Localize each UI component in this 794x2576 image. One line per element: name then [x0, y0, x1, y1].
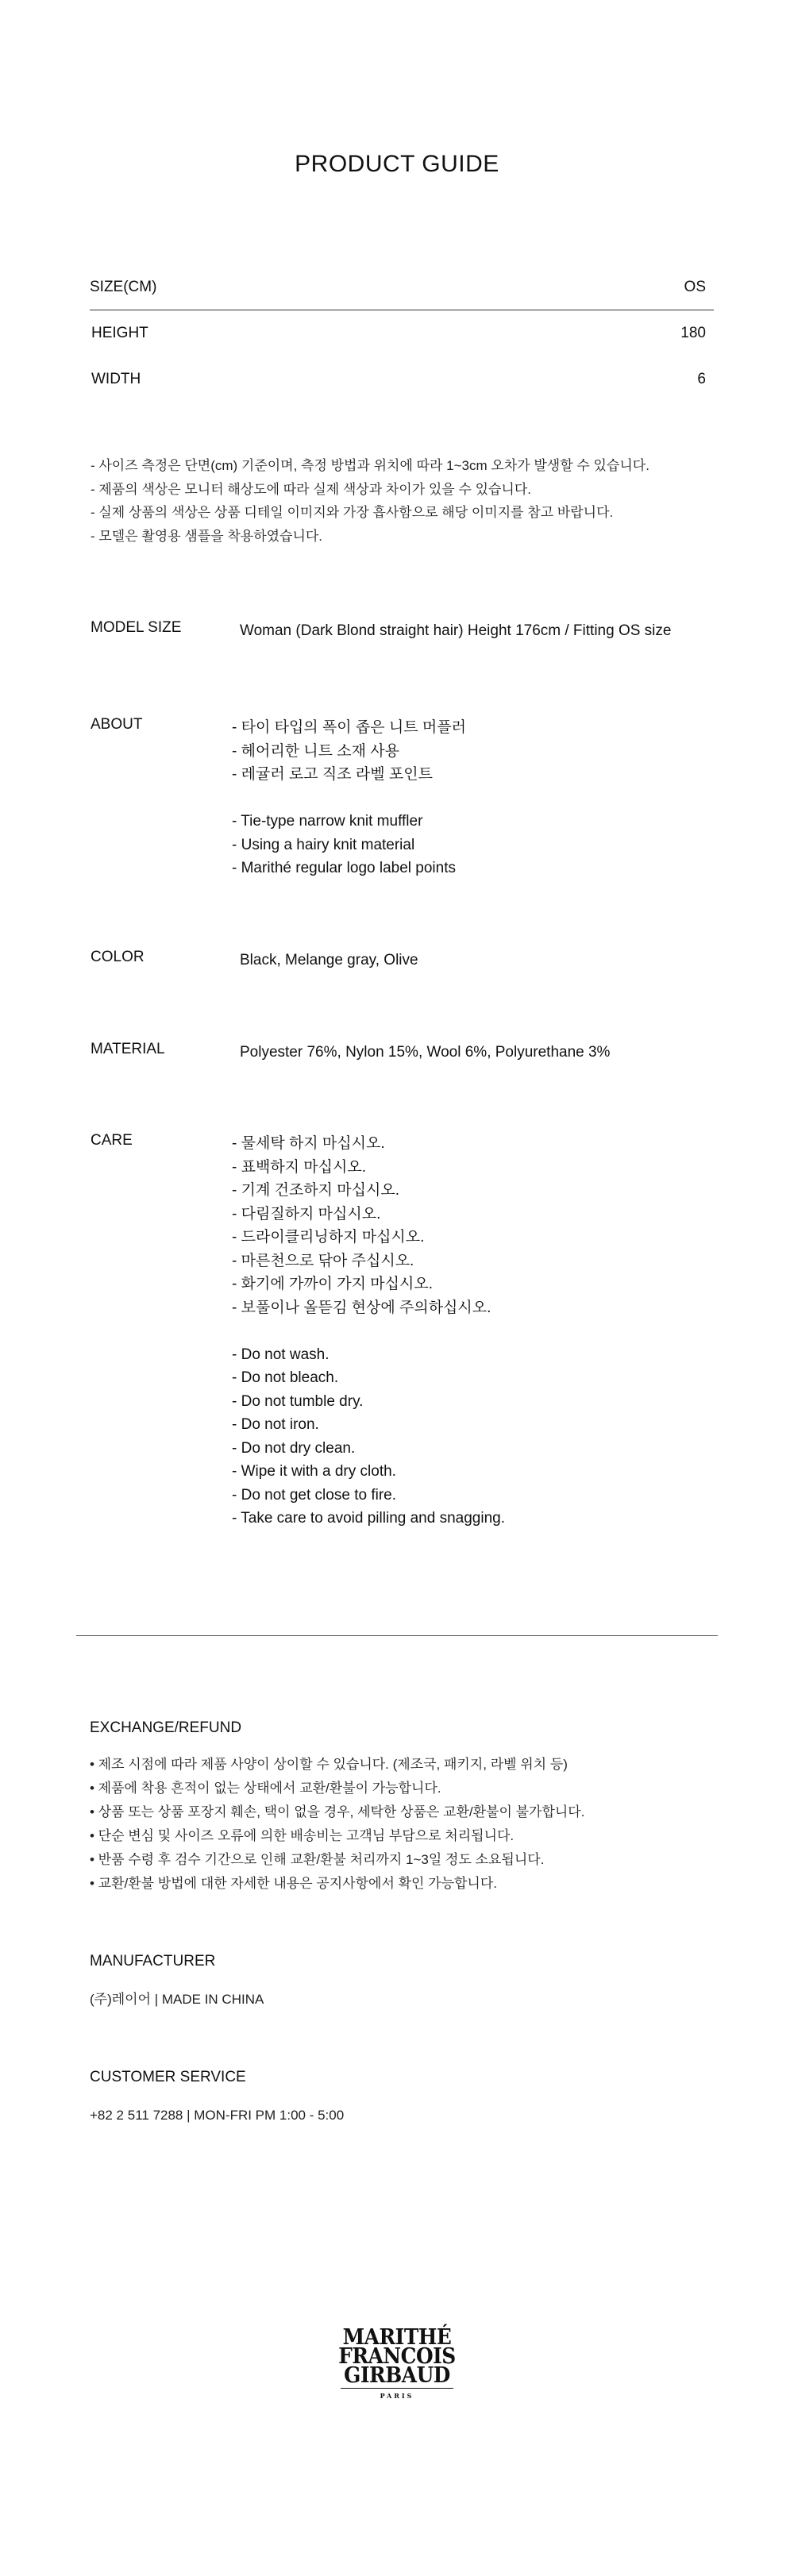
size-row-value: 6: [697, 371, 706, 387]
about-line: [232, 787, 466, 811]
exchange-heading: EXCHANGE/REFUND: [90, 1719, 242, 1736]
care-line: - Do not get close to fire.: [232, 1486, 396, 1504]
color-value: Black, Melange gray, Olive: [240, 952, 418, 968]
care-line: - 기계 건조하지 마십시오.: [232, 1182, 399, 1199]
size-notes: [91, 454, 726, 548]
size-table: [90, 276, 714, 402]
care-lines: [232, 1132, 505, 1531]
exchange-line: • 제조 시점에 따라 제품 사양이 상이할 수 있습니다. (제조국, 패키지, 라벨 위치 등): [90, 1757, 568, 1772]
note-line: - 실제 상품의 색상은 상품 디테일 이미지와 가장 흡사함으로 해당 이미지를 참고 바랍니다.: [91, 505, 614, 520]
about-lines: [232, 716, 466, 880]
size-row-value: 180: [680, 325, 706, 341]
customer-service-value: +82 2 511 7288 | MON-FRI PM 1:00 - 5:00: [90, 2108, 345, 2123]
exchange-line: • 교환/환불 방법에 대한 자세한 내용은 공지사항에서 확인 가능합니다.: [90, 1876, 497, 1891]
material-label: MATERIAL: [91, 1041, 165, 1057]
table-row: [90, 356, 714, 402]
care-line: - Wipe it with a dry cloth.: [232, 1463, 396, 1480]
exchange-line: • 제품에 착용 흔적이 없는 상태에서 교환/환불이 가능합니다.: [90, 1781, 441, 1796]
exchange-refund-section: [90, 1719, 749, 1896]
care-line: - 보풀이나 올뜯김 현상에 주의하십시오.: [232, 1299, 491, 1316]
customer-service-heading: CUSTOMER SERVICE: [90, 2069, 246, 2085]
size-row-label: WIDTH: [91, 371, 141, 387]
color-label: COLOR: [91, 949, 145, 965]
about-line: - Marithé regular logo label points: [232, 860, 456, 876]
care-line: - Do not bleach.: [232, 1369, 339, 1386]
exchange-line: • 반품 수령 후 검수 기간으로 인해 교환/환불 처리까지 1~3일 정도 소요됩니다.: [90, 1852, 545, 1867]
manufacturer-section: [90, 1953, 749, 2012]
logo-line-francois: FRANCOIS: [338, 2344, 456, 2369]
logo-line-paris: PARIS: [380, 2392, 414, 2400]
note-line: - 제품의 색상은 모니터 해상도에 따라 실제 색상과 차이가 있을 수 있습니다.: [91, 481, 531, 497]
exchange-lines: [90, 1753, 749, 1896]
care-line: [232, 1319, 505, 1343]
care-line: - 다림질하지 마십시오.: [232, 1205, 381, 1223]
customer-service-section: [90, 2069, 749, 2127]
about-line: - 레귤러 로고 직조 라벨 포인트: [232, 766, 433, 783]
note-line: - 사이즈 측정은 단면(cm) 기준이며, 측정 방법과 위치에 따라 1~3cm 오차가 발생할 수 있습니다.: [91, 458, 649, 473]
care-line: - 표백하지 마십시오.: [232, 1158, 366, 1176]
about-line: - Tie-type narrow knit muffler: [232, 813, 423, 830]
care-line: - Do not dry clean.: [232, 1439, 356, 1457]
size-table-header: [90, 276, 714, 310]
size-row-label: HEIGHT: [91, 325, 148, 341]
note-line: - 모델은 촬영용 샘플을 착용하였습니다.: [91, 528, 323, 544]
care-line: - 드라이클리닝하지 마십시오.: [232, 1229, 425, 1246]
page-title: PRODUCT GUIDE: [295, 151, 499, 177]
manufacturer-value: (주)레이어 | MADE IN CHINA: [90, 1992, 264, 2007]
about-line: - Using a hairy knit material: [232, 836, 415, 853]
manufacturer-heading: MANUFACTURER: [90, 1953, 216, 1970]
care-line: - Do not wash.: [232, 1346, 330, 1363]
section-divider: [76, 1635, 718, 1636]
table-row: [90, 310, 714, 356]
exchange-line: • 단순 변심 및 사이즈 오류에 의한 배송비는 고객님 부담으로 처리됩니다.: [90, 1828, 515, 1843]
care-line: - 화기에 가까이 가지 마십시오.: [232, 1276, 433, 1292]
care-label: CARE: [91, 1132, 133, 1149]
logo-rule: [341, 2388, 453, 2389]
about-line: - 헤어리한 니트 소재 사용: [232, 742, 399, 760]
material-value: Polyester 76%, Nylon 15%, Wool 6%, Polyurethane 3%: [240, 1044, 611, 1061]
care-line: - Take care to avoid pilling and snagging.: [232, 1510, 505, 1527]
size-header-value: OS: [684, 279, 706, 295]
model-size-label: MODEL SIZE: [91, 619, 182, 636]
brand-logo: [330, 2325, 464, 2400]
exchange-line: • 상품 또는 상품 포장지 훼손, 택이 없을 경우, 세탁한 상품은 교환/환불이 불가합니다.: [90, 1804, 585, 1819]
about-line: - 타이 타입의 폭이 좁은 니트 머플러: [232, 719, 466, 736]
logo-line-marithe: MARITHÉ: [342, 2325, 452, 2350]
logo-line-girbaud: GIRBAUD: [344, 2363, 450, 2388]
care-line: - Do not iron.: [232, 1416, 319, 1433]
care-line: - 마른천으로 닦아 주십시오.: [232, 1252, 414, 1269]
model-size-value: Woman (Dark Blond straight hair) Height 176cm / Fitting OS size: [240, 622, 672, 639]
care-line: - Do not tumble dry.: [232, 1392, 364, 1410]
size-header-label: SIZE(CM): [90, 279, 157, 295]
care-line: - 물세탁 하지 마십시오.: [232, 1135, 385, 1152]
about-label: ABOUT: [91, 716, 143, 733]
